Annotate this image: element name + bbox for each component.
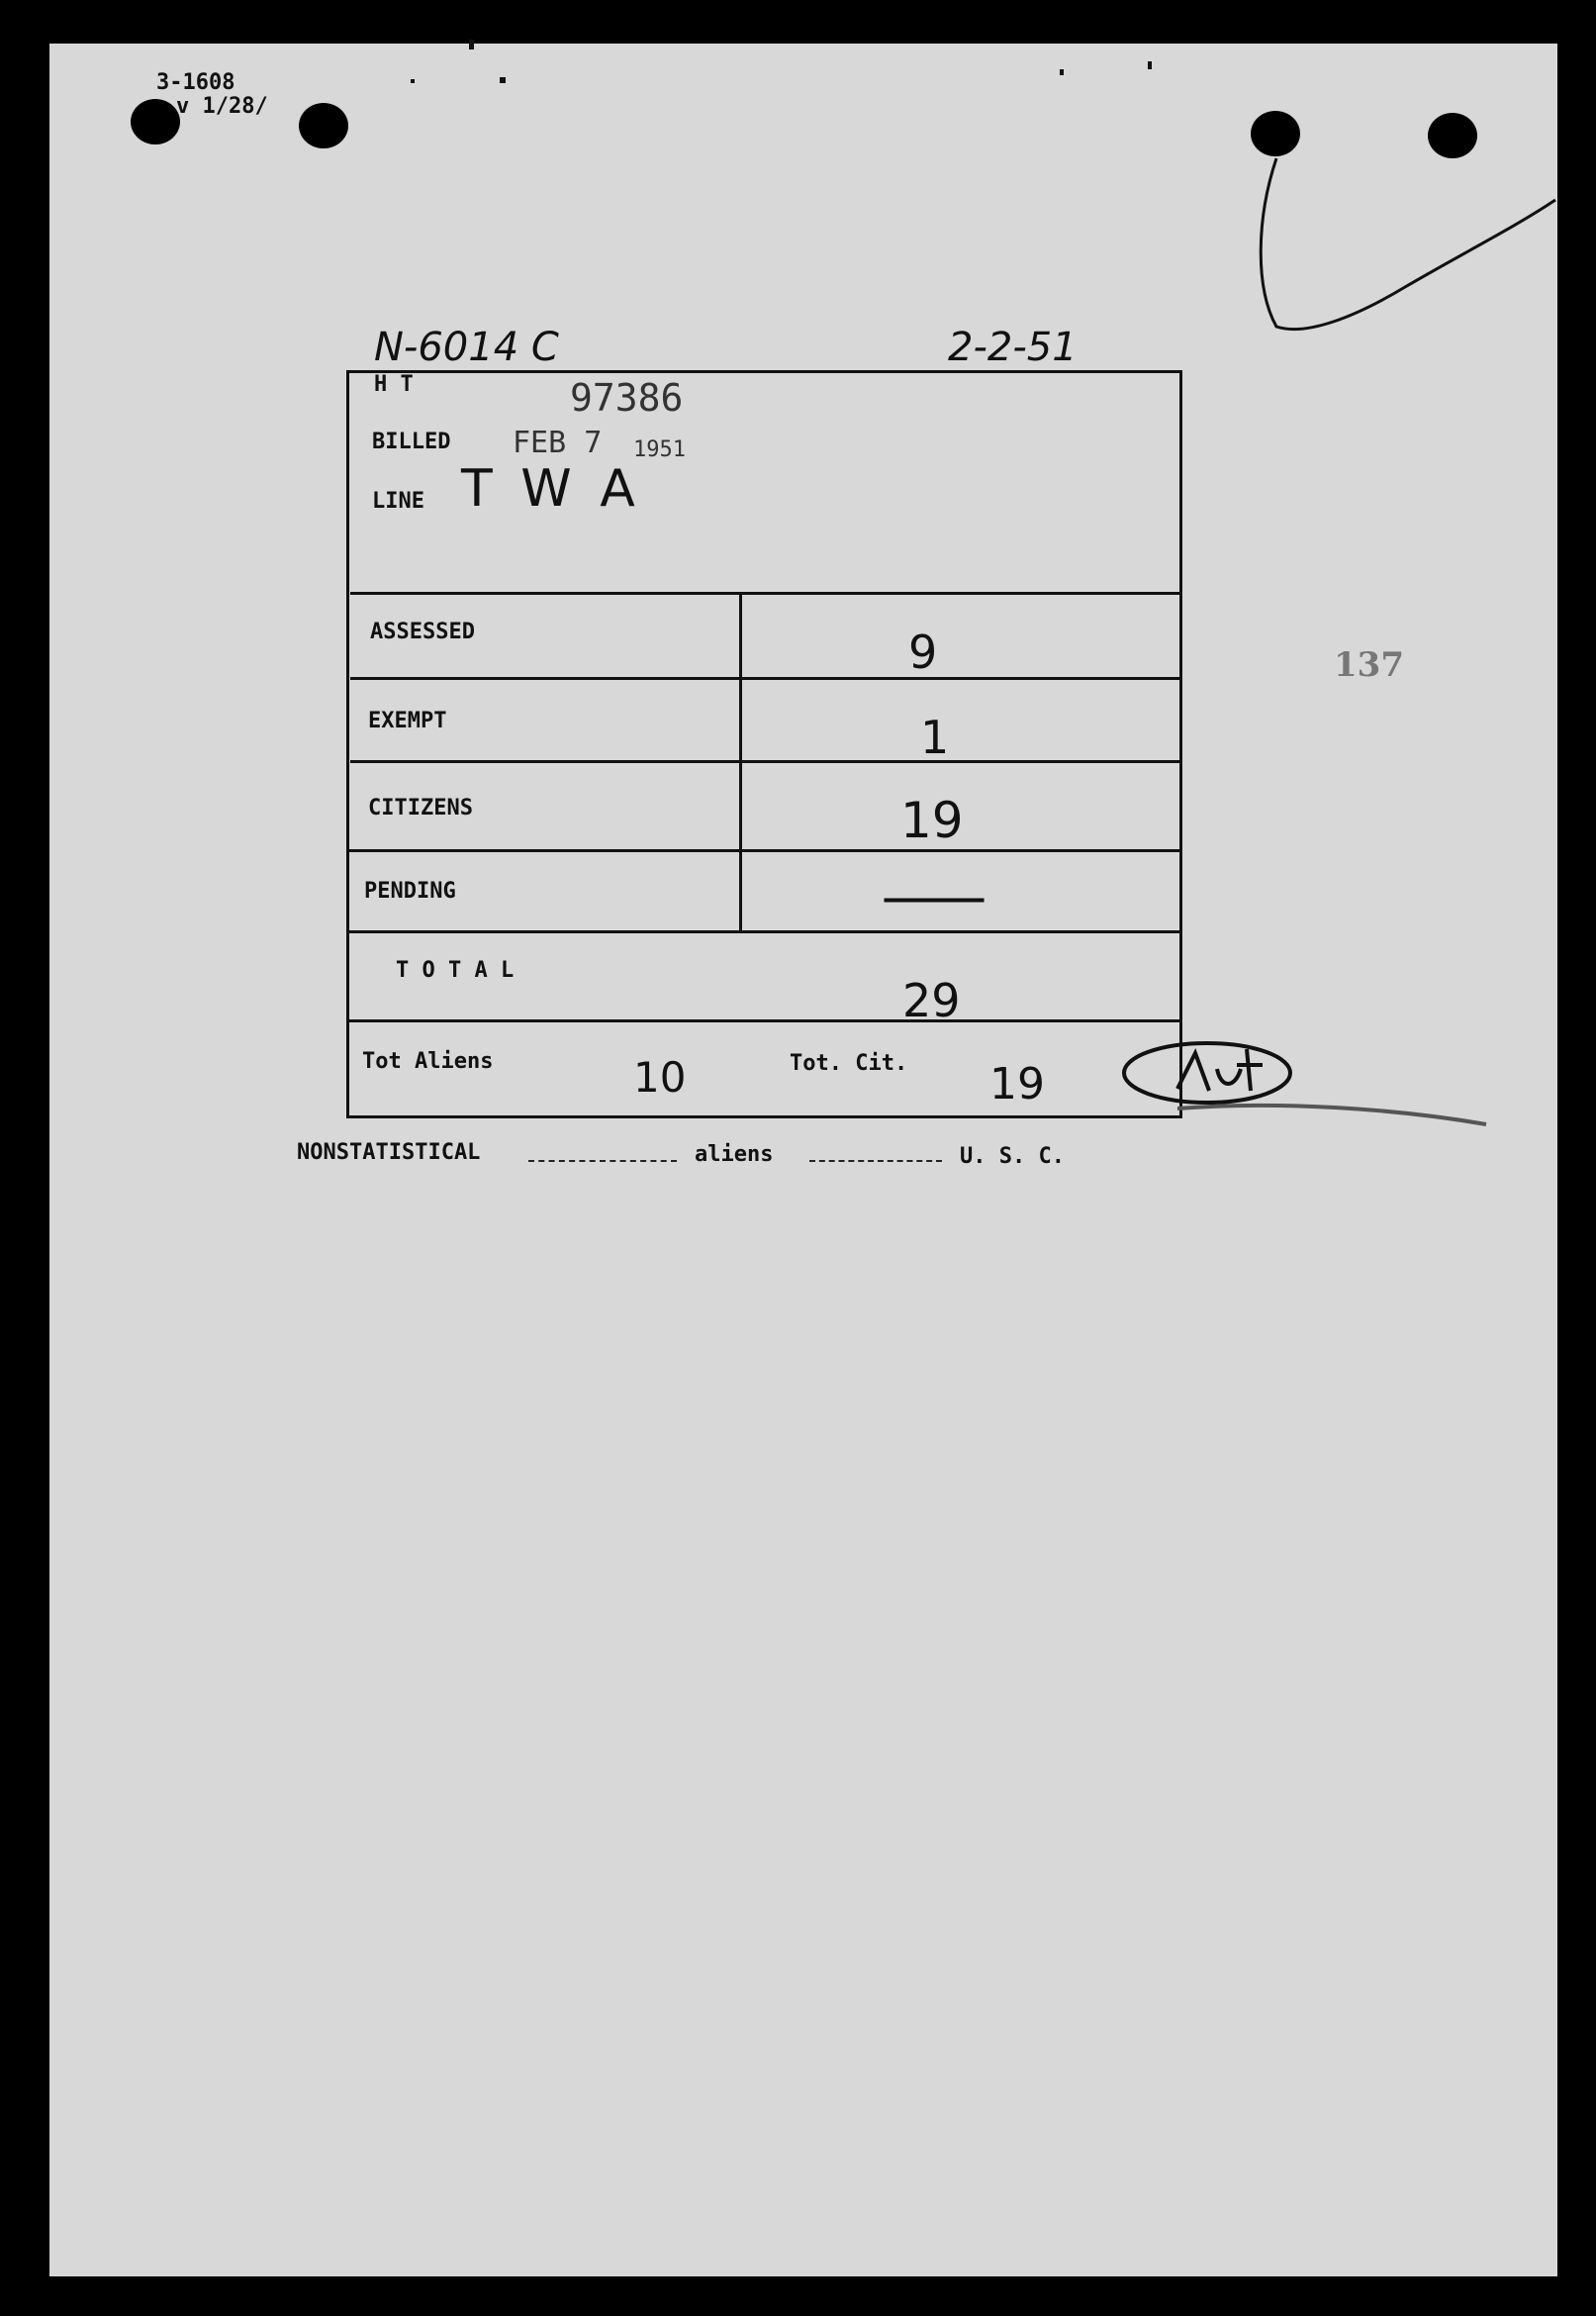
nonstatistical-blank: [528, 1160, 677, 1162]
ht-label: H T: [374, 372, 414, 397]
airline-name: T W A: [461, 459, 641, 519]
row-value-exempt: 1: [920, 711, 950, 764]
tot-aliens-label: Tot Aliens: [362, 1049, 494, 1074]
initials-text: [1183, 1055, 1185, 1056]
line-label: LINE: [372, 489, 424, 514]
aliens-label: aliens: [695, 1142, 774, 1167]
speck: [1060, 69, 1064, 75]
row-label-assessed: ASSESSED: [370, 620, 475, 644]
handwritten-date: 2-2-51: [948, 325, 1078, 370]
check-mark-icon: [1247, 139, 1563, 337]
row-divider: [346, 930, 1179, 933]
tot-cit-label: Tot. Cit.: [790, 1051, 908, 1076]
punch-hole: [299, 103, 348, 148]
usc-label: U. S. C.: [960, 1144, 1065, 1169]
row-label-citizens: CITIZENS: [368, 796, 473, 820]
speck: [1148, 61, 1152, 69]
row-value-pending: —: [879, 865, 989, 929]
form-number: 3-1608: [156, 70, 235, 95]
speck: [411, 79, 415, 83]
form-number-block: [156, 71, 268, 119]
row-divider: [350, 592, 1179, 595]
nonstatistical-label: NONSTATISTICAL: [297, 1140, 481, 1165]
billed-year: 1951: [633, 437, 686, 462]
row-value-assessed: 9: [908, 626, 938, 679]
file-number: N-6014 C: [374, 325, 559, 370]
total-label: T O T A L: [396, 958, 515, 983]
billed-label: BILLED: [372, 430, 451, 454]
page-number: 137: [1334, 645, 1404, 685]
tot-cit-value: 19: [989, 1059, 1045, 1110]
row-divider: [346, 849, 1179, 852]
row-value-citizens: 19: [900, 792, 964, 849]
initials-scribble-icon: [1118, 1029, 1514, 1138]
row-divider: [350, 760, 1179, 763]
usc-blank: [809, 1160, 942, 1162]
column-divider: [739, 592, 742, 930]
speck: [469, 40, 474, 49]
form-revision: v 1/28/: [176, 94, 268, 119]
total-value: 29: [902, 974, 961, 1027]
billed-date: FEB 7: [513, 426, 603, 460]
row-divider: [350, 677, 1179, 680]
row-label-exempt: EXEMPT: [368, 709, 447, 733]
row-label-pending: PENDING: [364, 879, 456, 904]
tot-aliens-value: 10: [633, 1053, 687, 1102]
speck: [500, 77, 506, 83]
row-divider: [346, 1019, 1179, 1022]
ht-number: 97386: [570, 376, 684, 420]
